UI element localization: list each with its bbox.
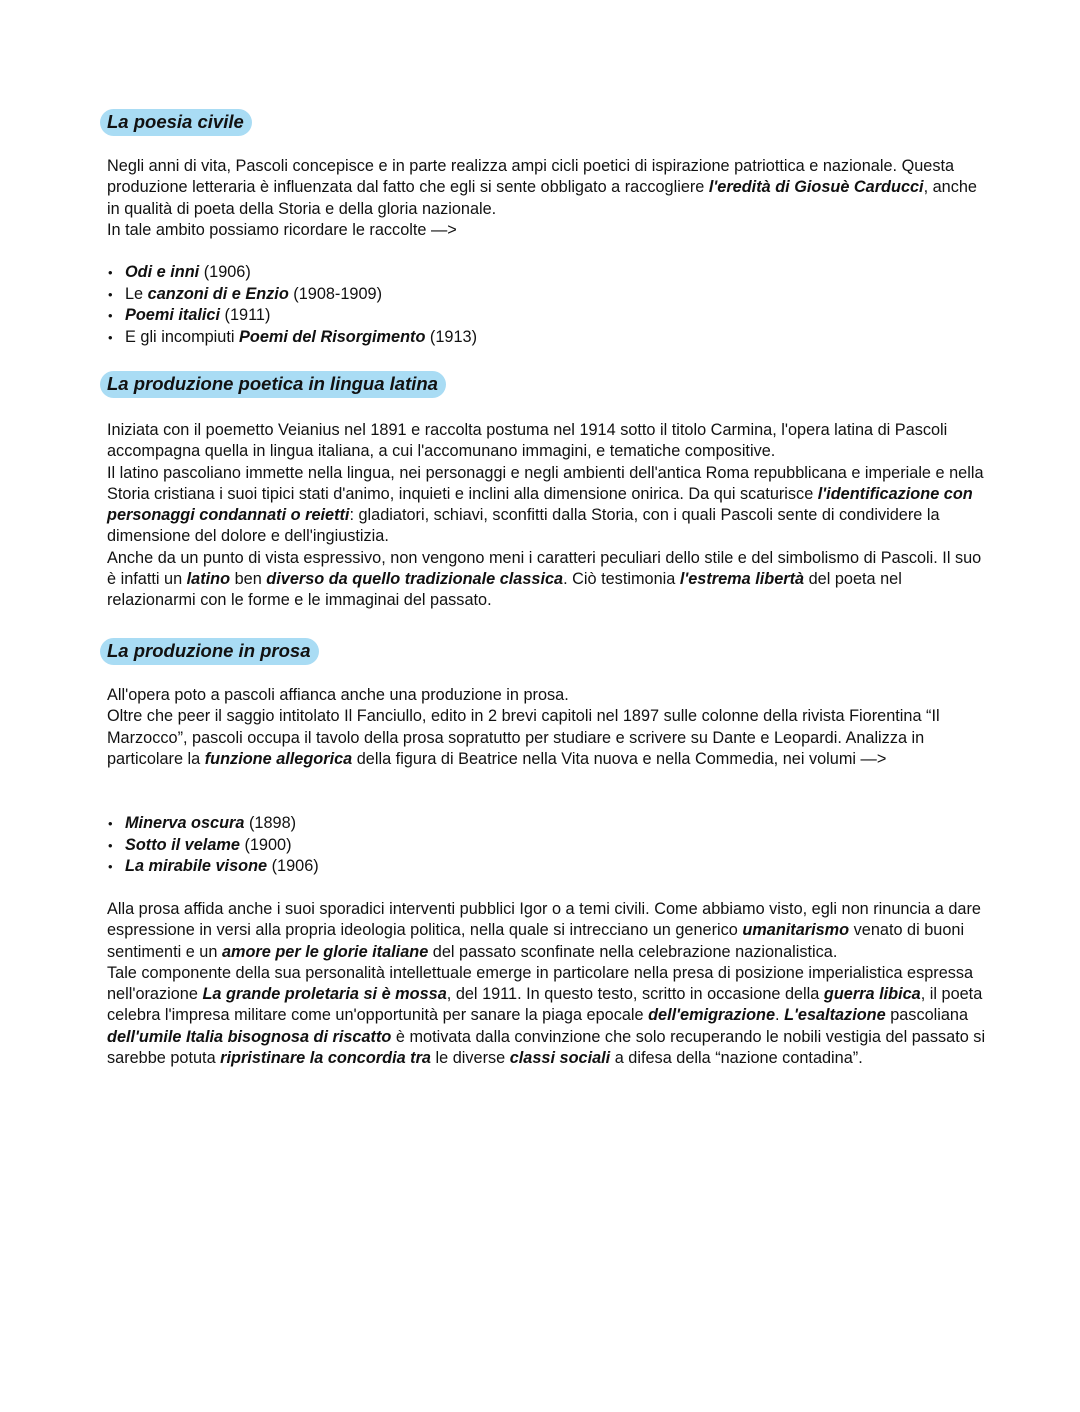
body-text: della figura di Beatrice nella Vita nuova e nella Commedia, nei volumi —> <box>352 749 887 768</box>
body-text: (1906) <box>199 263 251 281</box>
section-closing-prosa <box>107 899 987 1069</box>
body-text: E gli incompiuti <box>125 327 240 346</box>
body-text: Il latino pascoliano immette nella lingua, nei personaggi e negli ambienti dell'antica Roma repubblicana e imperiale e nella Storia cristiana i suoi tipici stati d'animo, inquieti e inclini alla dimensione onirica. Da qui scaturisce <box>107 463 984 503</box>
emphasis-text: l'estrema libertà <box>679 570 805 589</box>
emphasis-text: dell'emigrazione <box>648 1006 776 1025</box>
paragraph <box>107 899 987 963</box>
body-text: Anche da un punto di vista espressivo, non vengono meni i caratteri peculiari dello stile e del simbolismo di Pascoli. Il suo è infatti un <box>107 548 982 589</box>
body-text: le diverse <box>430 1049 510 1068</box>
section-heading-prosa: La produzione in prosa <box>100 638 319 665</box>
list-item <box>107 327 477 349</box>
section-heading-poesia-civile: La poesia civile <box>100 109 252 136</box>
body-text: venato di buoni sentimenti e un <box>107 921 965 961</box>
body-text: (1906) <box>267 857 319 875</box>
list-item <box>107 813 319 835</box>
bullet-icon: • <box>108 329 113 345</box>
section-body-poesia-civile <box>107 156 987 241</box>
paragraph <box>107 420 987 463</box>
bullet-icon: • <box>108 837 113 853</box>
list-item <box>107 835 319 857</box>
bullet-icon: • <box>108 265 113 280</box>
bullet-icon: • <box>108 308 113 323</box>
list-item <box>107 284 477 306</box>
list-item <box>107 262 477 284</box>
body-text: , del 1911. In questo testo, scritto in occasione della <box>446 985 824 1004</box>
body-text: In tale ambito possiamo ricordare le raccolte —> <box>107 220 457 239</box>
body-text: (1913) <box>425 327 477 346</box>
body-text: (1898) <box>244 814 297 832</box>
paragraph <box>107 963 987 1069</box>
body-text: del poeta nel relazionarmi con le forme e le immaginai del passato. <box>107 570 902 610</box>
body-text: (1900) <box>239 835 292 854</box>
body-text: è motivata dalla convinzione che solo recuperando le nobili vestigia del passato si sarebbe potuta <box>107 1027 986 1068</box>
emphasis-text: l'identificazione con personaggi condannati o reietti <box>107 484 973 525</box>
section-body-lingua-latina <box>107 420 987 612</box>
body-text: (1911) <box>220 306 271 324</box>
body-text: . <box>775 1006 785 1025</box>
body-text: Le <box>125 284 148 303</box>
body-text: (1908-1909) <box>288 284 382 303</box>
paragraph <box>107 706 987 770</box>
section-body-prosa <box>107 685 987 770</box>
body-text: All'opera poto a pascoli affianca anche una produzione in prosa. <box>107 686 569 704</box>
emphasis-text: diverso da quello tradizionale classica <box>266 570 564 589</box>
paragraph <box>107 463 987 548</box>
emphasis-text: amore per le glorie italiane <box>221 942 429 961</box>
body-text: : gladiatori, schiavi, sconfitti dalla Storia, con i quali Pascoli sente di condividere la dimensione del dolore e dell'ingiustizia. <box>107 506 940 546</box>
body-text: del passato sconfinate nella celebrazione nazionalistica. <box>428 942 838 961</box>
emphasis-text: La grande proletaria si è mossa <box>202 985 447 1004</box>
emphasis-text: canzoni di e Enzio <box>147 284 289 303</box>
body-text: ben <box>230 570 267 589</box>
list-item <box>107 305 477 327</box>
emphasis-text: L'esaltazione <box>784 1006 886 1025</box>
emphasis-text: Poemi italici <box>125 306 221 324</box>
emphasis-text: La mirabile visone <box>125 857 268 875</box>
paragraph <box>107 156 987 220</box>
emphasis-text: Odi e inni <box>125 263 200 281</box>
emphasis-text: funzione allegorica <box>204 749 353 768</box>
body-text: a difesa della “nazione contadina”. <box>610 1049 863 1068</box>
emphasis-text: latino <box>186 570 231 589</box>
emphasis-text: Poemi del Risorgimento <box>239 327 426 346</box>
body-text: Oltre che peer il saggio intitolato Il Fanciullo, edito in 2 brevi capitoli nel 1897 sulle colonne della rivista Fiorentina “Il Marzocco”, pascoli occupa il tavolo della prosa sopratutto per studiare e scrivere su Dante e Leopardi. Analizza in particolare la <box>107 707 940 768</box>
section-heading-lingua-latina: La produzione poetica in lingua latina <box>100 371 446 398</box>
emphasis-text: umanitarismo <box>742 921 850 940</box>
bullet-icon: • <box>108 286 113 302</box>
body-text: . Ciò testimonia <box>563 570 680 589</box>
body-text: pascoliana <box>885 1006 969 1025</box>
body-text: , anche in qualità di poeta della Storia e della gloria nazionale. <box>107 178 977 218</box>
list-raccolte-civili <box>107 262 477 348</box>
paragraph <box>107 548 987 612</box>
emphasis-text: classi sociali <box>509 1049 611 1068</box>
body-text: Tale componente della sua personalità intellettuale emerge in particolare nella presa di posizione imperialistica espressa nell'orazione <box>107 963 974 1004</box>
body-text: Alla prosa affida anche i suoi sporadici interventi pubblici Igor o a temi civili. Come abbiamo visto, egli non rinuncia a dare espressione in versi alla propria ideologia politica, nella quale si intrecciano un generico <box>107 900 981 940</box>
bullet-icon: • <box>108 816 113 831</box>
bullet-icon: • <box>108 859 113 874</box>
list-item <box>107 856 319 878</box>
list-volumi-prosa <box>107 813 319 878</box>
emphasis-text: l'eredità di Giosuè Carducci <box>708 178 924 197</box>
body-text: Negli anni di vita, Pascoli concepisce e in parte realizza ampi cicli poetici di ispirazione patriottica e nazionale. Questa produzione letteraria è influenzata dal fatto che egli si sente obbligato a raccogliere <box>107 157 955 197</box>
emphasis-text: ripristinare la concordia tra <box>220 1049 431 1068</box>
emphasis-text: guerra libica <box>823 985 921 1004</box>
body-text: Iniziata con il poemetto Veianius nel 1891 e raccolta postuma nel 1914 sotto il titolo Carmina, l'opera latina di Pascoli accompagna quella in lingua italiana, a cui l'accomunano immagini, e tematiche compositive. <box>107 421 948 461</box>
emphasis-text: Sotto il velame <box>125 835 240 854</box>
paragraph <box>107 220 987 241</box>
paragraph <box>107 685 987 706</box>
emphasis-text: Minerva oscura <box>125 814 245 832</box>
body-text: , il poeta celebra l'impresa militare come un'opportunità per sanare la piaga epocale <box>107 985 983 1025</box>
emphasis-text: dell'umile Italia bisognosa di riscatto <box>107 1027 392 1046</box>
